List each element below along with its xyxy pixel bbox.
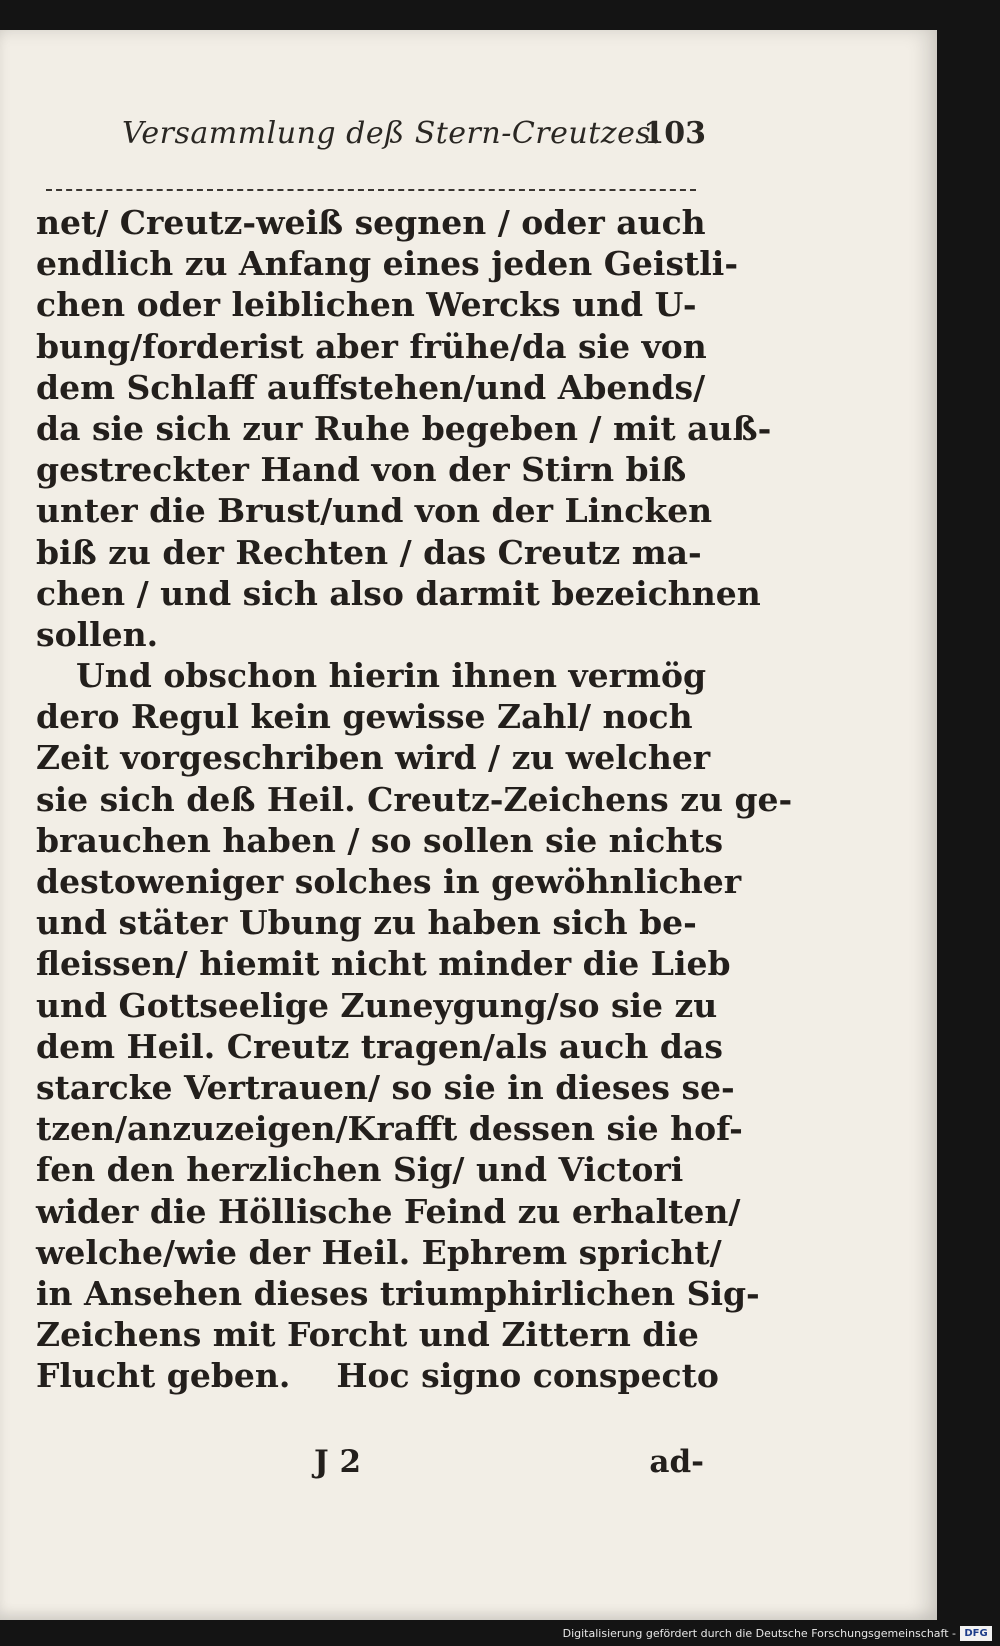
text-line: destoweniger solches in gewöhnlicher xyxy=(36,862,742,901)
running-header xyxy=(118,110,706,156)
text-line: chen oder leiblichen Wercks und U- xyxy=(36,285,697,325)
text-line: sie sich deß Heil. Creutz-Zeichens zu ge- xyxy=(36,779,793,819)
text-line: net/ Creutz-weiß segnen / oder auch xyxy=(36,203,706,242)
header-rule xyxy=(46,189,696,191)
text-line: da sie sich zur Ruhe begeben / mit auß- xyxy=(36,408,772,448)
text-line: sollen. xyxy=(36,614,159,654)
header-title: Versammlung deß Stern-Creutzes. xyxy=(122,116,662,151)
text-line: dem Schlaff auffstehen/und Abends/ xyxy=(36,367,706,407)
text-line: biß zu der Rechten / das Creutz ma- xyxy=(36,532,702,572)
body-text xyxy=(36,202,793,1396)
signature-mark: J 2 xyxy=(314,1444,362,1480)
text-line: fleissen/ hiemit nicht minder die Lieb xyxy=(36,944,731,984)
page-footer xyxy=(314,1440,704,1486)
text-line: tzen/anzuzeigen/Krafft dessen sie hof- xyxy=(36,1109,743,1149)
text-line: Zeichens mit Forcht und Zittern die xyxy=(36,1315,699,1355)
page-number: 103 xyxy=(643,116,706,151)
text-line: dem Heil. Creutz tragen/als auch das xyxy=(36,1026,723,1066)
text-line: chen / und sich also darmit bezeichnen xyxy=(36,573,761,613)
text-line: wider die Höllische Feind zu erhalten/ xyxy=(36,1191,741,1231)
text-line: welche/wie der Heil. Ephrem spricht/ xyxy=(36,1232,722,1272)
text-line: starcke Vertrauen/ so sie in dieses se- xyxy=(36,1067,735,1107)
book-page xyxy=(0,30,937,1620)
text-line: und stäter Ubung zu haben sich be- xyxy=(36,903,697,943)
text-line: unter die Brust/und von der Lincken xyxy=(36,491,713,531)
text-line: bung/forderist aber frühe/da sie von xyxy=(36,326,707,366)
text-line: Zeit vorgeschriben wird / zu welcher xyxy=(36,738,711,778)
text-line: Und obschon hierin ihnen vermög xyxy=(76,656,707,696)
digitization-credit: Digitalisierung gefördert durch die Deutsche Forschungsgemeinschaft - xyxy=(562,1627,956,1640)
text-line: gestreckter Hand von der Stirn biß xyxy=(36,450,687,490)
text-line: endlich zu Anfang eines jeden Geistli- xyxy=(36,244,739,284)
text-line: und Gottseelige Zuneygung/so sie zu xyxy=(36,985,718,1025)
dfg-logo-icon: DFG xyxy=(960,1626,992,1641)
text-line: brauchen haben / so sollen sie nichts xyxy=(36,820,724,860)
text-line: dero Regul kein gewisse Zahl/ noch xyxy=(36,697,693,737)
text-line: in Ansehen dieses triumphirlichen Sig- xyxy=(36,1273,760,1313)
text-line: Flucht geben. Hoc signo conspecto xyxy=(36,1356,719,1396)
catchword: ad- xyxy=(649,1444,704,1480)
text-line: fen den herzlichen Sig/ und Victori xyxy=(36,1150,684,1190)
